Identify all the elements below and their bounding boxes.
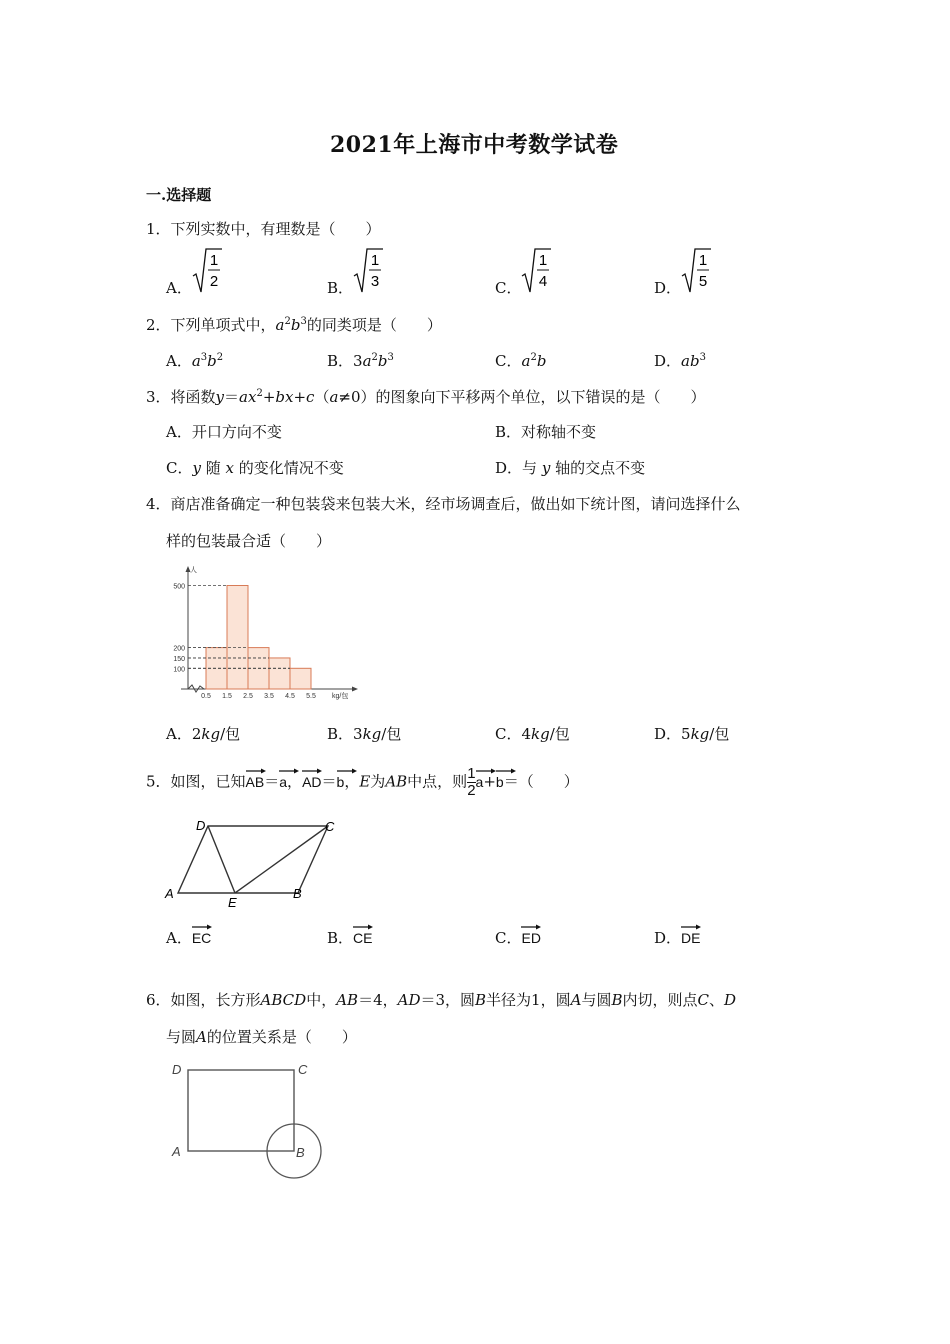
q4-option-value: B．3 (327, 725, 363, 743)
vector-ab-text: AB (245, 773, 265, 790)
q6-a1: A (570, 991, 582, 1009)
parallelogram-figure (160, 812, 340, 912)
vector-ad-text: AD (302, 773, 322, 790)
q5-comma: ， (287, 772, 303, 791)
question-5-stem (146, 766, 579, 799)
q6-sep: 、 (708, 991, 724, 1009)
q5-option-b[interactable] (327, 924, 372, 948)
section-heading: 一.选择题 (146, 186, 212, 204)
q2-option-d[interactable]: D．$ab^3$ (654, 352, 706, 370)
label-a: A (165, 886, 174, 901)
q4-option-suffix: /包 (709, 725, 730, 743)
q3-opt-d-post: 轴的交点不变 (555, 459, 646, 477)
q6-l1e: 内切，则点 (622, 991, 698, 1009)
x-tick-label: 3.5 (264, 693, 274, 700)
vector-label: DE (681, 930, 701, 946)
half-num: 1 (467, 765, 476, 782)
q6-b1: B (475, 991, 487, 1009)
q6-l2a: 与圆 (166, 1028, 197, 1046)
x-tick-label: 4.5 (285, 693, 295, 700)
q5-option-label: D． (654, 929, 682, 947)
histogram-bar (290, 668, 311, 689)
q5-stem-pre: 5．如图，已知 (146, 772, 246, 791)
vector-b (337, 768, 345, 790)
q6-d: D (724, 991, 737, 1009)
q3-opt-c-post: 的变化情况不变 (238, 459, 344, 477)
fraction-numerator: 1 (209, 252, 219, 269)
q1-option-label: B． (327, 279, 354, 297)
square-root-fraction (353, 246, 383, 296)
q5-option-label: C． (495, 929, 522, 947)
q5-mid1: 为 (370, 772, 386, 791)
q1-option-label: C． (495, 279, 522, 297)
page-title: 2021年上海市中考数学试卷 (330, 132, 619, 158)
y-axis-label: 人 (190, 567, 197, 574)
q6-b2: B (611, 991, 623, 1009)
histogram-bar (269, 658, 290, 689)
q3-option-a[interactable]: A．开口方向不变 (166, 423, 282, 441)
label-d: D (196, 818, 206, 833)
label-b: B (293, 886, 302, 901)
q5-option-label: A． (166, 929, 192, 947)
q5-seg-ab: AB (385, 772, 408, 791)
q1-option-label: D． (654, 279, 682, 297)
q4-option-unit: kg (690, 725, 710, 743)
q4-option-suffix: /包 (220, 725, 241, 743)
vector-ab (246, 768, 265, 790)
q4-option-value: D．5 (654, 725, 691, 743)
vector-ec (192, 924, 211, 946)
square-root-fraction (521, 246, 551, 296)
x-tick-label: 1.5 (222, 693, 232, 700)
q1-option-d[interactable] (654, 246, 711, 298)
q2-opt-b-label: B．3 (327, 352, 363, 370)
fraction-denominator: 5 (698, 273, 708, 290)
label-c: C (325, 819, 335, 834)
fraction-denominator: 4 (539, 273, 548, 290)
segment-ec (235, 826, 328, 893)
parallelogram-outline (178, 826, 328, 893)
q5-plus: + (483, 772, 496, 791)
question-4-stem-line2: 样的包装最合适（ ） (166, 532, 332, 550)
question-1-stem: 1．下列实数中，有理数是（ ） (146, 220, 381, 238)
label-d: D (172, 1062, 182, 1077)
q6-l2b: 的位置关系是（ ） (206, 1028, 357, 1046)
q2-stem-pre: 2．下列单项式中， (146, 316, 276, 334)
vector-ed (521, 924, 540, 946)
q2-stem-post: 的同类项是（ ） (306, 316, 442, 334)
q4-option-suffix: /包 (549, 725, 570, 743)
x-tick-label: 2.5 (243, 693, 253, 700)
q5-option-d[interactable] (654, 924, 700, 948)
q6-l1d: 与圆 (581, 991, 612, 1009)
q2-option-b[interactable]: B．$3a^2b^3$ (327, 352, 394, 370)
question-2-stem: 2．下列单项式中，$a^2b^3$的同类项是（ ） (146, 316, 442, 334)
y-tick-label: 100 (173, 666, 185, 674)
square-root-fraction (681, 246, 711, 296)
q5-stem-post: ＝（ ） (503, 772, 579, 791)
y-tick-label: 500 (173, 583, 185, 591)
q2-option-c[interactable]: C．$a^2b$ (495, 352, 547, 370)
q3-opt-c-mid: 随 (205, 459, 221, 477)
q5-eq2: ＝ (321, 772, 337, 791)
q2-opt-a-label: A． (166, 352, 192, 370)
q1-option-a[interactable] (166, 246, 222, 298)
half-den: 2 (467, 782, 476, 799)
vector-b-text: b (336, 773, 345, 790)
q4-option-value: A．2 (166, 725, 202, 743)
y-tick-label: 200 (173, 645, 185, 653)
q4-option-suffix: /包 (381, 725, 402, 743)
rectangle-circle-figure (168, 1058, 338, 1188)
vector-ad (302, 768, 321, 790)
fraction-denominator: 3 (370, 273, 380, 290)
q3-opt-c-pre: C． (166, 459, 193, 477)
vector-a (279, 768, 287, 790)
vector-a2-text: a (475, 773, 484, 790)
histogram-bar (227, 586, 248, 690)
q5-stem-mid: ， (344, 772, 360, 791)
y-tick-label: 150 (173, 655, 185, 663)
q2-option-a[interactable]: A．$a^3b^2$ (166, 352, 224, 370)
q3-option-d[interactable]: D．与 y 轴的交点不变 (495, 459, 646, 477)
histogram-chart (166, 562, 366, 702)
vector-de (681, 924, 700, 946)
q3-stem-post: ）的图象向下平移两个单位，以下错误的是（ ） (360, 388, 706, 406)
q3-opt-d-pre: D．与 (495, 459, 538, 477)
x-tick-label: 0.5 (201, 693, 211, 700)
q6-eq3: ＝3，圆 (420, 991, 476, 1009)
q6-l1c: 半径为1，圆 (486, 991, 571, 1009)
question-4-stem-line1: 4．商店准备确定一种包装袋来包装大米，经市场调查后，做出如下统计图，请问选择什么 (146, 495, 741, 513)
x-axis-arrow (352, 687, 358, 692)
fraction-denominator: 2 (209, 273, 219, 290)
q1-option-b[interactable] (327, 246, 383, 298)
label-b: B (296, 1145, 305, 1160)
fraction-numerator: 1 (370, 252, 380, 269)
q5-option-c[interactable] (495, 924, 541, 948)
q6-a2: A (196, 1028, 207, 1046)
q3-option-c[interactable]: C．y 随 x 的变化情况不变 (166, 459, 344, 477)
q5-mid2: 中点，则 (407, 772, 468, 791)
q5-eq1: ＝ (264, 772, 280, 791)
segment-de (208, 826, 235, 893)
vector-b2-text: b (495, 773, 504, 790)
fraction-numerator: 1 (539, 252, 548, 269)
q4-option-unit: kg (531, 725, 550, 743)
fraction-numerator: 1 (698, 252, 708, 269)
vector-label: EC (191, 930, 212, 946)
x-axis-label: kg/包 (332, 693, 349, 700)
rectangle-abcd (188, 1070, 294, 1151)
q6-eq4: ＝4， (358, 991, 398, 1009)
q6-l1b: 中， (306, 991, 337, 1009)
q6-c: C (697, 991, 709, 1009)
square-root-fraction (192, 246, 222, 296)
q4-option-b[interactable] (327, 723, 401, 744)
q5-option-a[interactable] (166, 924, 211, 948)
vector-a-2 (476, 768, 484, 790)
q1-option-label: A． (166, 279, 192, 297)
q6-ad: AD (397, 991, 421, 1009)
question-3-stem: 3．将函数$y=ax^2+bx+c(a\ne 0)$的图象向下平移两个单位，以下错误的是（ ） (146, 388, 706, 406)
q4-option-value: C．4 (495, 725, 532, 743)
fraction-half (467, 766, 475, 799)
q5-point-e: E (359, 772, 371, 791)
q6-abcd: ABCD (260, 991, 307, 1009)
vector-b-2 (496, 768, 504, 790)
label-c: C (298, 1062, 308, 1077)
q6-l1a: 6．如图，长方形 (146, 991, 261, 1009)
question-6-line1 (146, 989, 736, 1010)
q3-option-b[interactable]: B．对称轴不变 (495, 423, 597, 441)
q4-option-a[interactable] (166, 723, 240, 744)
label-a: A (172, 1144, 181, 1159)
q5-option-label: B． (327, 929, 354, 947)
q4-option-d[interactable] (654, 723, 729, 744)
vector-a-text: a (279, 773, 288, 790)
question-6-line2 (166, 1026, 357, 1047)
q4-option-unit: kg (201, 725, 221, 743)
q4-option-c[interactable] (495, 723, 570, 744)
vector-label: ED (521, 930, 541, 946)
q6-ab: AB (336, 991, 359, 1009)
vector-ce (353, 924, 372, 946)
q1-option-c[interactable] (495, 246, 551, 298)
q3-stem-pre: 3．将函数 (146, 388, 216, 406)
q2-opt-d-label: D． (654, 352, 682, 370)
q2-opt-c-label: C． (495, 352, 522, 370)
x-tick-label: 5.5 (306, 693, 316, 700)
label-e: E (228, 895, 237, 910)
vector-label: CE (353, 930, 373, 946)
q4-option-unit: kg (362, 725, 382, 743)
